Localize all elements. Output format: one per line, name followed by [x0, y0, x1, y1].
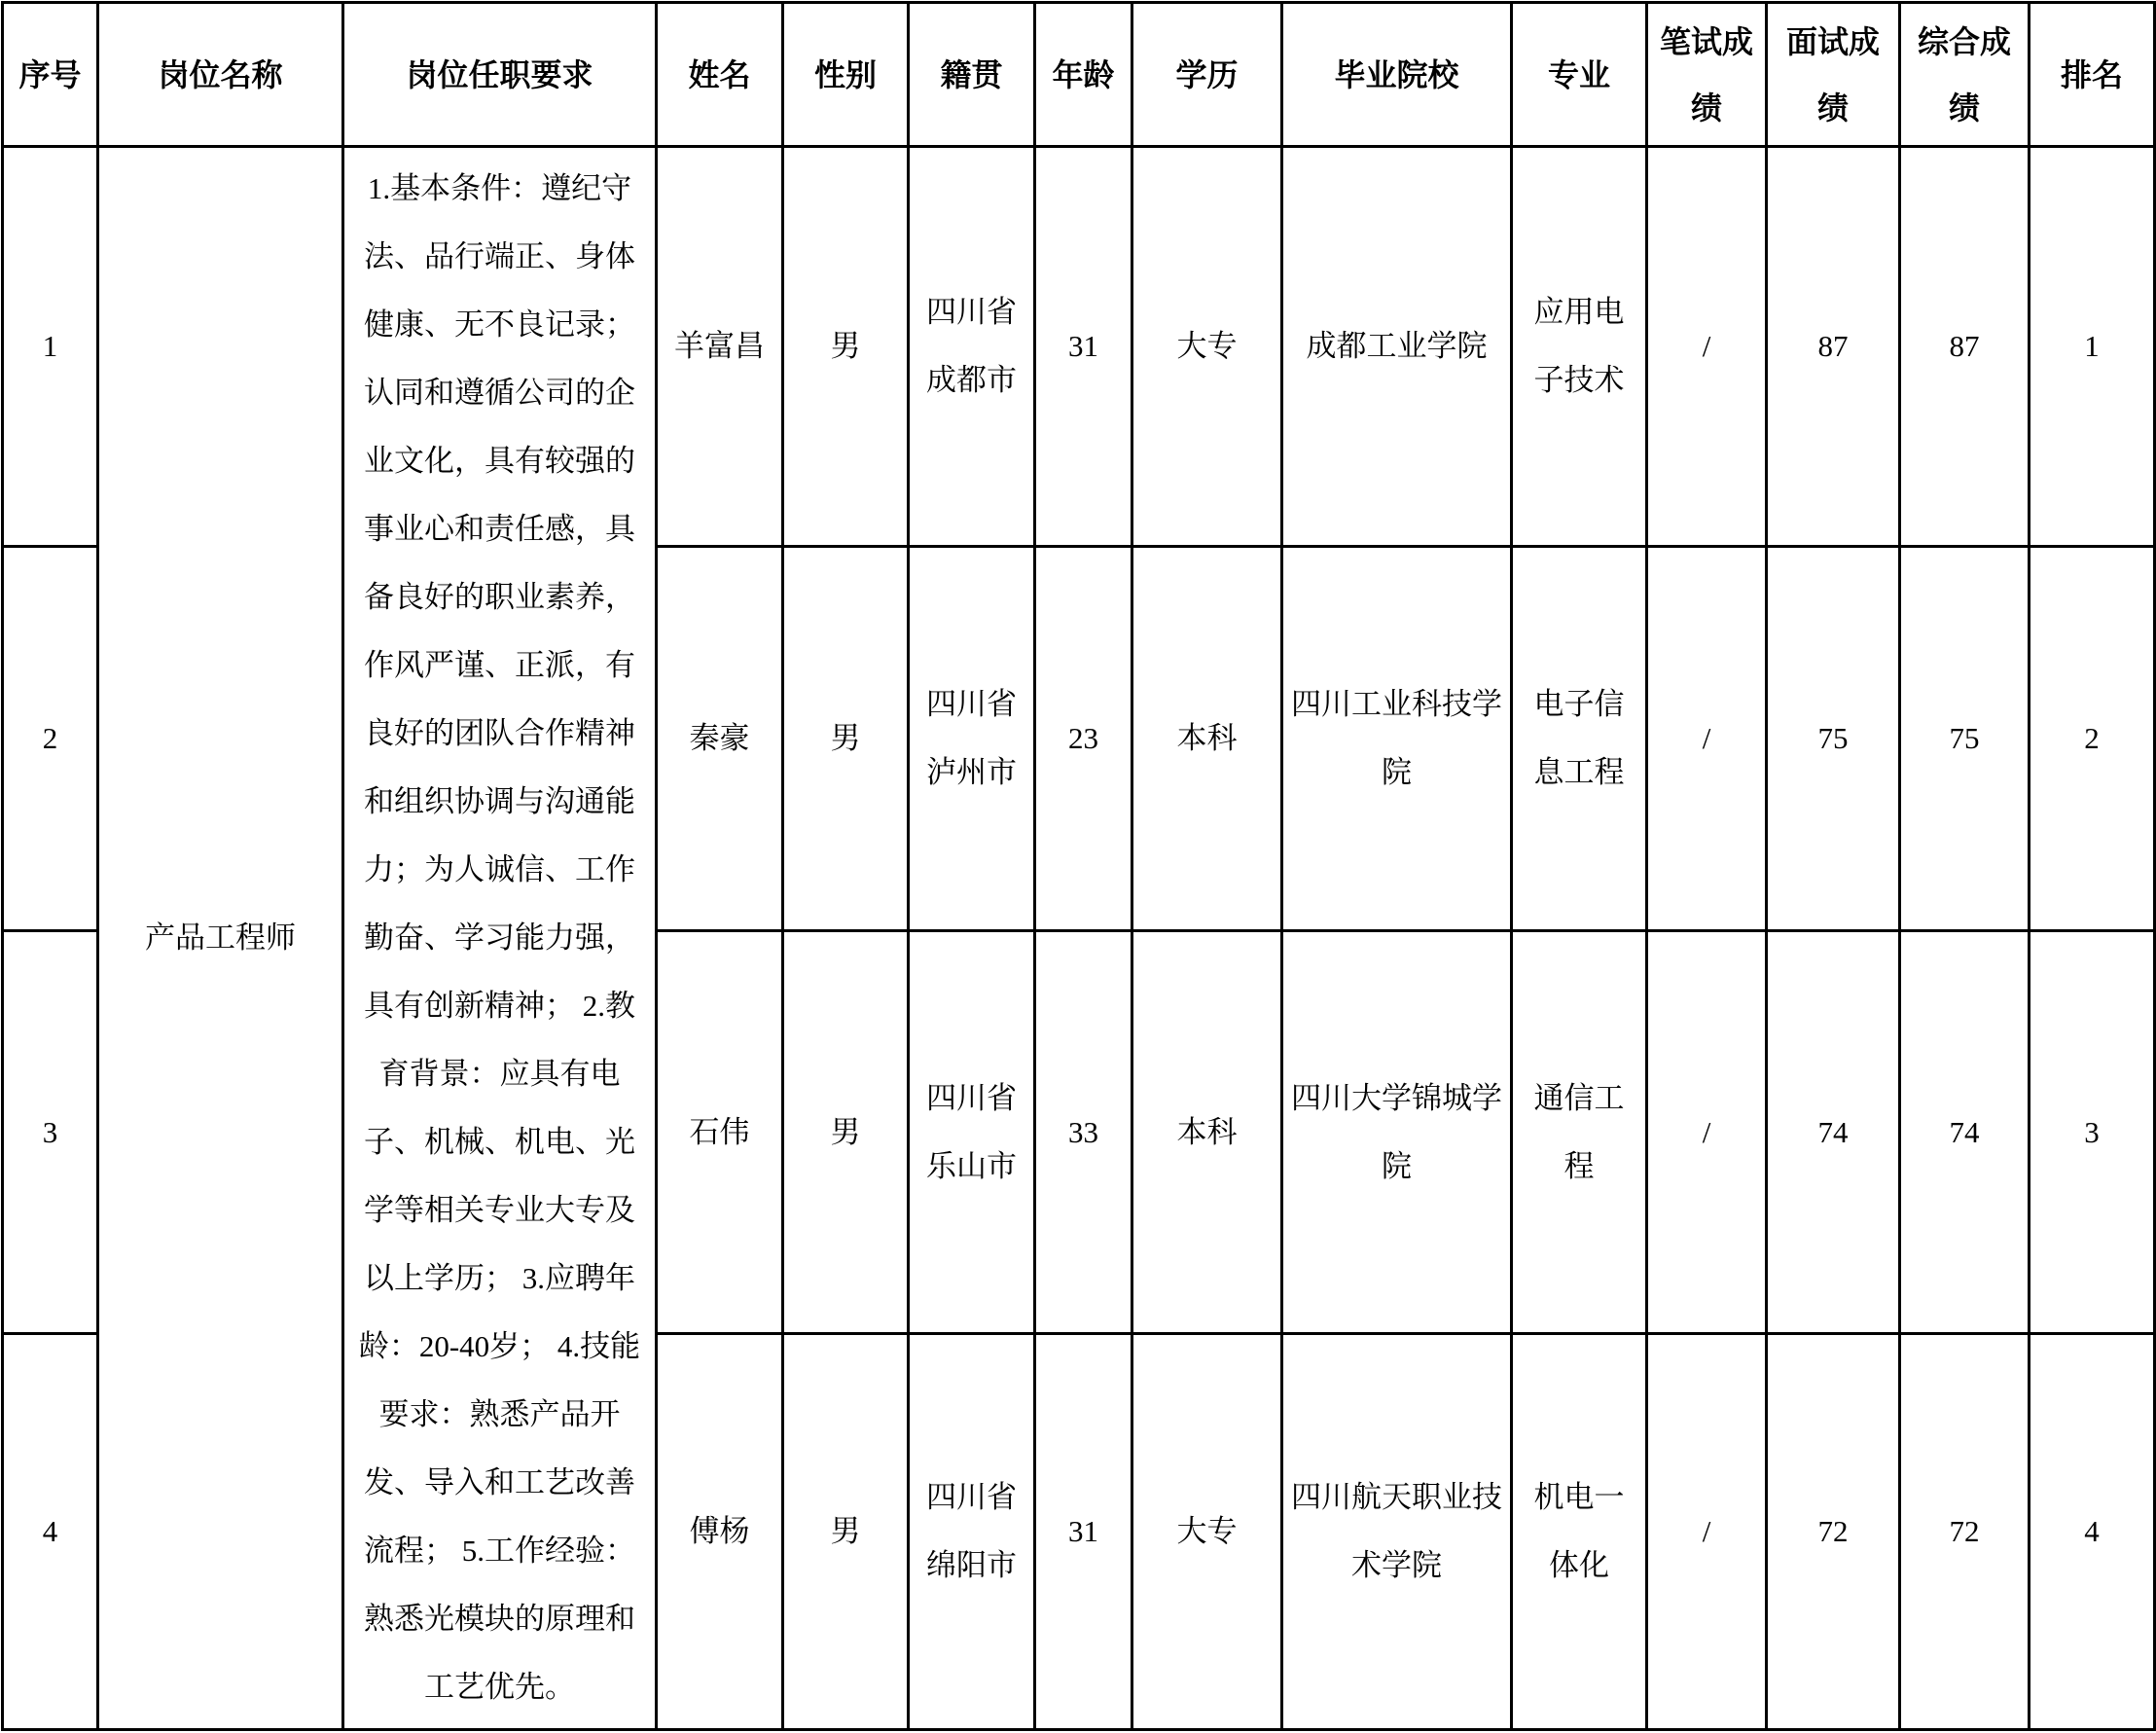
cell-gender: 男 — [783, 547, 909, 931]
table-row — [3, 147, 2155, 547]
cell-education: 大专 — [1132, 1334, 1282, 1730]
cell-no: 1 — [3, 147, 98, 547]
cell-overall-score: 87 — [1900, 147, 2030, 547]
header-education: 学历 — [1132, 3, 1282, 147]
cell-no: 4 — [3, 1334, 98, 1730]
cell-requirements: 1.基本条件：遵纪守法、品行端正、身体健康、无不良记录；认同和遵循公司的企业文化，具有较强的事业心和责任感，具备良好的职业素养，作风严谨、正派，有良好的团队合作精神和组织协调与沟通能力；为人诚信、工作勤奋、学习能力强，具有创新精神； 2.教育背景：应具有电子、机械、机电、光学等相关专业大专及以上学历； 3.应聘年龄：20-40岁； 4.技能要求：熟悉产品开发、导入和工艺改善流程； 5.工作经验：熟悉光模块的原理和工艺优先。 — [343, 147, 657, 1730]
cell-gender: 男 — [783, 147, 909, 547]
cell-overall-score: 75 — [1900, 547, 2030, 931]
header-school: 毕业院校 — [1282, 3, 1512, 147]
cell-hometown: 四川省成都市 — [909, 147, 1035, 547]
header-overall-score: 综合成绩 — [1900, 3, 2030, 147]
cell-name: 石伟 — [657, 931, 783, 1334]
header-rank: 排名 — [2030, 3, 2155, 147]
header-position-name: 岗位名称 — [98, 3, 343, 147]
header-age: 年龄 — [1035, 3, 1132, 147]
cell-name: 傅杨 — [657, 1334, 783, 1730]
cell-overall-score: 74 — [1900, 931, 2030, 1334]
cell-position-name: 产品工程师 — [98, 147, 343, 1730]
header-major: 专业 — [1512, 3, 1647, 147]
cell-major: 电子信息工程 — [1512, 547, 1647, 931]
cell-interview-score: 72 — [1767, 1334, 1900, 1730]
cell-hometown: 四川省乐山市 — [909, 931, 1035, 1334]
header-hometown: 籍贯 — [909, 3, 1035, 147]
header-written-score: 笔试成绩 — [1647, 3, 1767, 147]
cell-age: 31 — [1035, 1334, 1132, 1730]
cell-hometown: 四川省泸州市 — [909, 547, 1035, 931]
table-header-row — [3, 3, 2155, 147]
cell-education: 大专 — [1132, 147, 1282, 547]
cell-school: 四川大学锦城学院 — [1282, 931, 1512, 1334]
cell-gender: 男 — [783, 1334, 909, 1730]
cell-age: 23 — [1035, 547, 1132, 931]
header-interview-score: 面试成绩 — [1767, 3, 1900, 147]
cell-name: 秦豪 — [657, 547, 783, 931]
cell-interview-score: 74 — [1767, 931, 1900, 1334]
cell-rank: 3 — [2030, 931, 2155, 1334]
cell-overall-score: 72 — [1900, 1334, 2030, 1730]
cell-no: 2 — [3, 547, 98, 931]
header-requirements: 岗位任职要求 — [343, 3, 657, 147]
cell-school: 四川工业科技学院 — [1282, 547, 1512, 931]
header-no: 序号 — [3, 3, 98, 147]
cell-interview-score: 87 — [1767, 147, 1900, 547]
cell-education: 本科 — [1132, 931, 1282, 1334]
cell-school: 成都工业学院 — [1282, 147, 1512, 547]
cell-major: 机电一体化 — [1512, 1334, 1647, 1730]
cell-interview-score: 75 — [1767, 547, 1900, 931]
cell-age: 31 — [1035, 147, 1132, 547]
recruitment-result-table — [1, 1, 2156, 1731]
cell-hometown: 四川省绵阳市 — [909, 1334, 1035, 1730]
header-gender: 性别 — [783, 3, 909, 147]
cell-age: 33 — [1035, 931, 1132, 1334]
cell-no: 3 — [3, 931, 98, 1334]
cell-written-score: / — [1647, 547, 1767, 931]
cell-written-score: / — [1647, 147, 1767, 547]
cell-written-score: / — [1647, 931, 1767, 1334]
cell-written-score: / — [1647, 1334, 1767, 1730]
cell-name: 羊富昌 — [657, 147, 783, 547]
cell-major: 通信工程 — [1512, 931, 1647, 1334]
cell-gender: 男 — [783, 931, 909, 1334]
cell-rank: 4 — [2030, 1334, 2155, 1730]
cell-major: 应用电子技术 — [1512, 147, 1647, 547]
cell-rank: 1 — [2030, 147, 2155, 547]
cell-rank: 2 — [2030, 547, 2155, 931]
cell-education: 本科 — [1132, 547, 1282, 931]
cell-school: 四川航天职业技术学院 — [1282, 1334, 1512, 1730]
header-name: 姓名 — [657, 3, 783, 147]
